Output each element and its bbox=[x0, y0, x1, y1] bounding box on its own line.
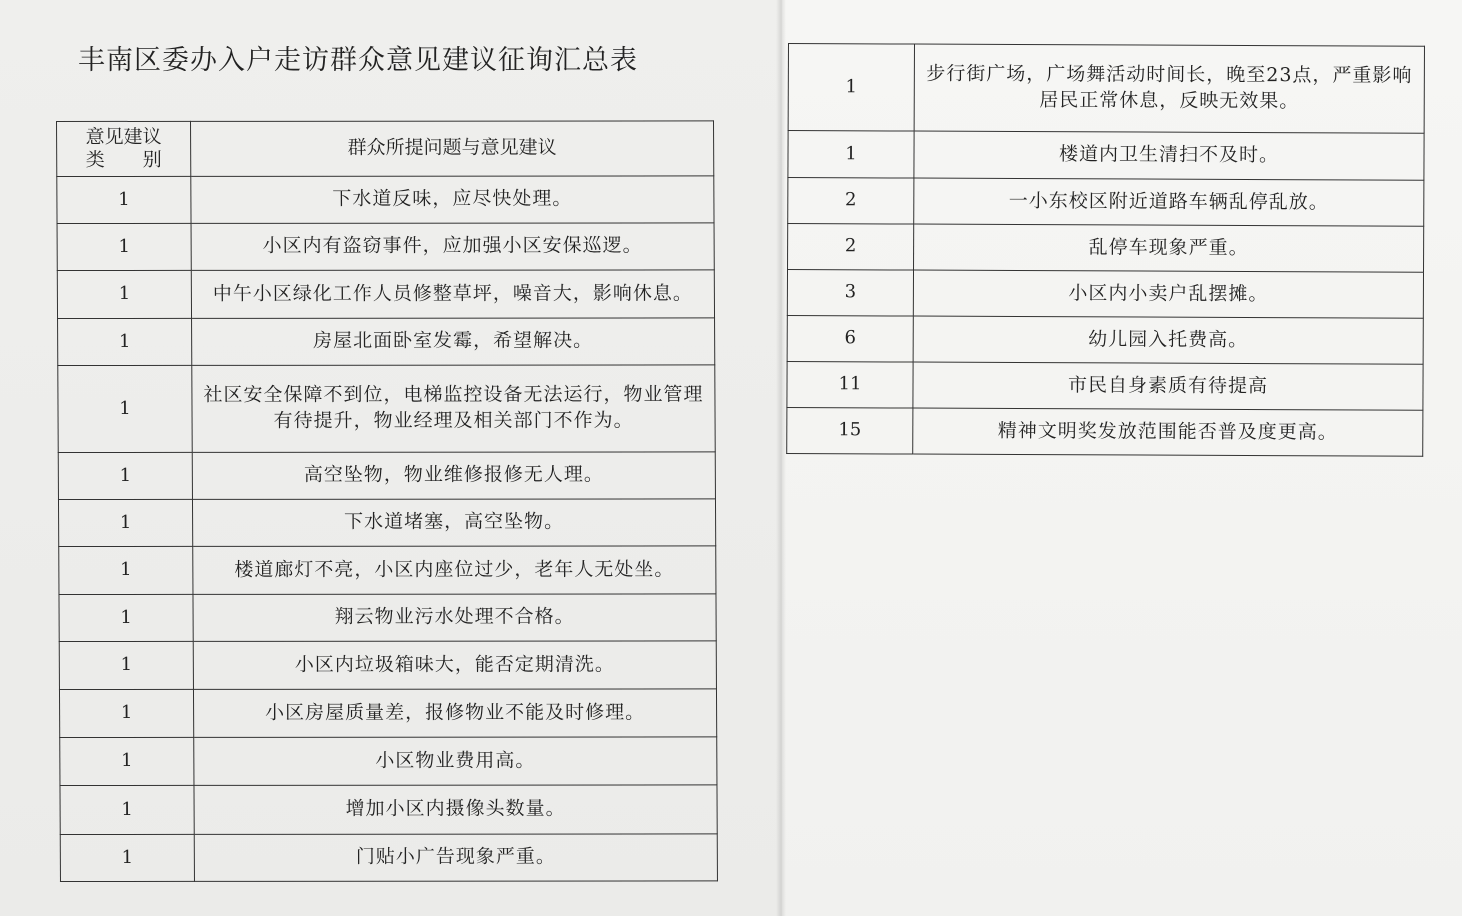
suggestion-cell: 市民自身素质有待提高 bbox=[913, 362, 1423, 410]
suggestion-cell: 小区房屋质量差，报修物业不能及时修理。 bbox=[193, 689, 716, 737]
category-header-line2: 类 别 bbox=[85, 148, 162, 171]
suggestion-cell: 小区内有盗窃事件，应加强小区安保巡逻。 bbox=[191, 223, 714, 270]
suggestion-cell: 下水道反味，应尽快处理。 bbox=[191, 176, 714, 223]
page-fold bbox=[776, 0, 786, 916]
left-summary-table bbox=[56, 120, 718, 882]
category-cell: 1 bbox=[788, 44, 914, 132]
suggestion-cell: 楼道廊灯不亮，小区内座位过少，老年人无处坐。 bbox=[193, 546, 716, 594]
table-row bbox=[57, 223, 714, 271]
table-row bbox=[788, 178, 1424, 227]
category-cell: 1 bbox=[57, 176, 191, 223]
table-row bbox=[58, 318, 715, 366]
content-header: 群众所提问题与意见建议 bbox=[191, 121, 714, 176]
suggestion-cell: 幼儿园入托费高。 bbox=[913, 316, 1423, 364]
category-cell: 2 bbox=[788, 178, 914, 225]
category-cell: 1 bbox=[58, 318, 192, 365]
category-cell: 1 bbox=[59, 594, 193, 641]
table-row bbox=[787, 270, 1423, 319]
suggestion-cell: 乱停车现象严重。 bbox=[914, 224, 1424, 272]
table-row bbox=[788, 131, 1424, 181]
suggestion-cell: 社区安全保障不到位，电梯监控设备无法运行，物业管理有待提升，物业经理及相关部门不作为。 bbox=[192, 365, 715, 452]
category-cell: 1 bbox=[59, 546, 193, 594]
table-row bbox=[60, 785, 717, 835]
category-cell: 1 bbox=[57, 223, 191, 270]
suggestion-cell: 中午小区绿化工作人员修整草坪，噪音大，影响休息。 bbox=[191, 270, 714, 318]
suggestion-cell: 门贴小广告现象严重。 bbox=[194, 834, 717, 881]
category-cell: 1 bbox=[57, 270, 191, 318]
category-header bbox=[57, 121, 191, 176]
suggestion-cell: 一小东校区附近道路车辆乱停乱放。 bbox=[914, 178, 1424, 226]
table-row bbox=[60, 737, 717, 786]
table-row bbox=[59, 689, 716, 738]
suggestion-cell: 下水道堵塞，高空坠物。 bbox=[192, 499, 715, 546]
suggestion-cell: 小区内垃圾箱味大，能否定期清洗。 bbox=[193, 641, 716, 689]
category-cell: 1 bbox=[58, 365, 192, 452]
suggestion-cell: 步行街广场，广场舞活动时间长，晚至23点，严重影响居民正常休息，反映无效果。 bbox=[914, 44, 1424, 133]
suggestion-cell: 小区物业费用高。 bbox=[194, 737, 717, 785]
category-cell: 15 bbox=[787, 407, 913, 454]
table-row bbox=[59, 594, 716, 642]
category-cell: 11 bbox=[787, 361, 913, 408]
suggestion-cell: 增加小区内摄像头数量。 bbox=[194, 785, 717, 834]
table-row bbox=[787, 407, 1423, 456]
category-cell: 2 bbox=[788, 224, 914, 271]
table-row bbox=[787, 315, 1423, 364]
category-cell: 6 bbox=[787, 315, 913, 362]
category-cell: 1 bbox=[59, 689, 193, 737]
table-row bbox=[57, 176, 714, 224]
table-row bbox=[59, 546, 716, 595]
category-cell: 1 bbox=[60, 785, 194, 834]
category-cell: 1 bbox=[59, 641, 193, 689]
category-cell: 1 bbox=[58, 499, 192, 546]
table-row bbox=[58, 365, 715, 453]
suggestion-cell: 高空坠物，物业维修报修无人理。 bbox=[192, 452, 715, 499]
category-cell: 1 bbox=[788, 131, 914, 179]
table-row bbox=[788, 44, 1424, 134]
category-cell: 1 bbox=[58, 452, 192, 499]
table-row bbox=[58, 452, 715, 500]
table-row bbox=[57, 270, 714, 319]
category-cell: 1 bbox=[60, 834, 194, 881]
table-row bbox=[60, 834, 717, 882]
table-row bbox=[58, 499, 715, 547]
document-title: 丰南区委办入户走访群众意见建议征询汇总表 bbox=[78, 45, 638, 76]
suggestion-cell: 翔云物业污水处理不合格。 bbox=[193, 594, 716, 641]
category-cell: 1 bbox=[60, 737, 194, 785]
suggestion-cell: 精神文明奖发放范围能否普及度更高。 bbox=[913, 408, 1423, 456]
category-header-line1: 意见建议 bbox=[85, 126, 162, 149]
table-header-row bbox=[57, 121, 714, 177]
right-summary-table bbox=[786, 43, 1425, 457]
suggestion-cell: 小区内小卖户乱摆摊。 bbox=[913, 270, 1423, 318]
table-row bbox=[59, 641, 716, 690]
table-row bbox=[788, 224, 1424, 273]
table-row bbox=[787, 361, 1423, 410]
suggestion-cell: 房屋北面卧室发霉，希望解决。 bbox=[192, 318, 715, 365]
suggestion-cell: 楼道内卫生清扫不及时。 bbox=[914, 131, 1424, 180]
category-cell: 3 bbox=[787, 270, 913, 317]
